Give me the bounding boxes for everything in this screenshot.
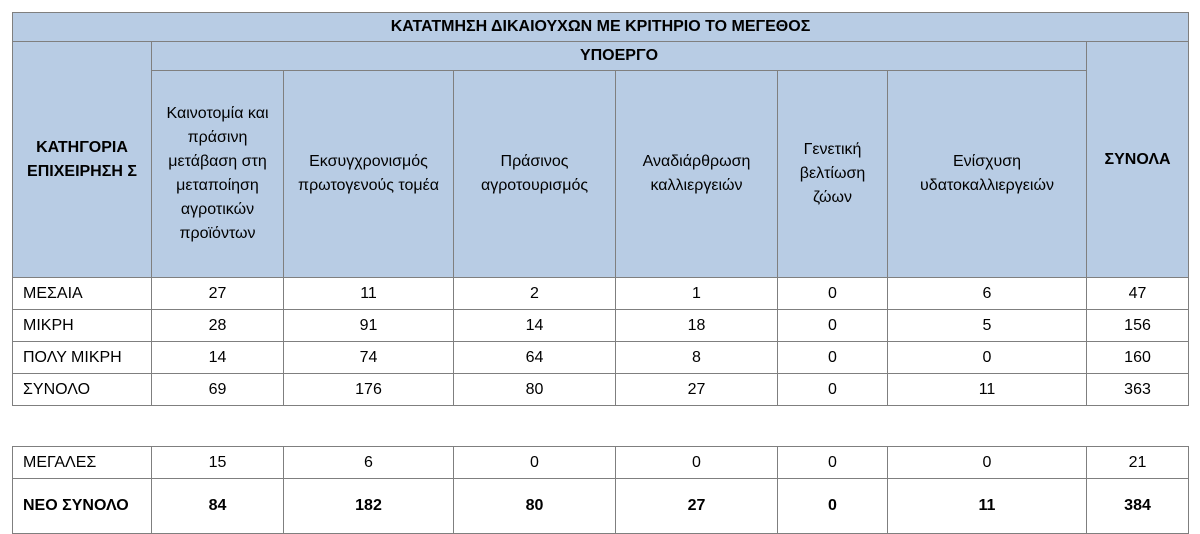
table-cell: 84 xyxy=(152,479,284,534)
row-total: 156 xyxy=(1087,310,1189,342)
table-cell: 0 xyxy=(778,342,888,374)
row-total: 363 xyxy=(1087,374,1189,406)
table-cell: 80 xyxy=(454,479,616,534)
table-cell: 1 xyxy=(616,278,778,310)
table-cell: 18 xyxy=(616,310,778,342)
table-cell: 28 xyxy=(152,310,284,342)
table-cell: 11 xyxy=(888,479,1087,534)
table-cell: 11 xyxy=(284,278,454,310)
size-breakdown-table xyxy=(12,12,1189,534)
row-label: ΠΟΛΥ ΜΙΚΡΗ xyxy=(13,342,152,374)
subproject-header: ΥΠΟΕΡΓΟ xyxy=(152,42,1087,71)
row-label: ΜΕΣΑΙΑ xyxy=(13,278,152,310)
table-cell: 11 xyxy=(888,374,1087,406)
row-total: 21 xyxy=(1087,447,1189,479)
table-cell: 0 xyxy=(888,447,1087,479)
column-header: Καινοτομία και πράσινη μετάβαση στη μεταποίηση αγροτικών προϊόντων xyxy=(152,71,284,278)
column-header: Ενίσχυση υδατοκαλλιεργειών xyxy=(888,71,1087,278)
spacer-row xyxy=(13,406,1189,447)
table-cell: 14 xyxy=(152,342,284,374)
table-row xyxy=(13,374,1189,406)
table-cell: 6 xyxy=(888,278,1087,310)
table-cell: 27 xyxy=(616,479,778,534)
table-cell: 64 xyxy=(454,342,616,374)
column-header: Αναδιάρθρωση καλλιεργειών xyxy=(616,71,778,278)
table-cell: 0 xyxy=(778,374,888,406)
row-total: 47 xyxy=(1087,278,1189,310)
table-row xyxy=(13,342,1189,374)
row-total: 160 xyxy=(1087,342,1189,374)
row-label: ΜΕΓΑΛΕΣ xyxy=(13,447,152,479)
table-cell: 2 xyxy=(454,278,616,310)
table-row-grand-total xyxy=(13,479,1189,534)
row-label: ΝΕΟ ΣΥΝΟΛΟ xyxy=(13,479,152,534)
table-cell: 0 xyxy=(778,278,888,310)
table-row xyxy=(13,310,1189,342)
table-cell: 176 xyxy=(284,374,454,406)
table-cell: 69 xyxy=(152,374,284,406)
row-label: ΜΙΚΡΗ xyxy=(13,310,152,342)
table-cell: 5 xyxy=(888,310,1087,342)
table-row xyxy=(13,278,1189,310)
column-header: Πράσινος αγροτουρισμός xyxy=(454,71,616,278)
table-cell: 27 xyxy=(152,278,284,310)
table-cell: 74 xyxy=(284,342,454,374)
table-cell: 182 xyxy=(284,479,454,534)
table-cell: 0 xyxy=(778,310,888,342)
table-cell: 15 xyxy=(152,447,284,479)
table-title: ΚΑΤΑΤΜΗΣΗ ΔΙΚΑΙΟΥΧΩΝ ΜΕ ΚΡΙΤΗΡΙΟ ΤΟ ΜΕΓΕΘΟΣ xyxy=(13,13,1189,42)
table-cell: 0 xyxy=(778,447,888,479)
table-cell: 14 xyxy=(454,310,616,342)
table-row xyxy=(13,447,1189,479)
table-cell: 0 xyxy=(616,447,778,479)
column-header: Γενετική βελτίωση ζώων xyxy=(778,71,888,278)
table-cell: 8 xyxy=(616,342,778,374)
category-header: ΚΑΤΗΓΟΡΙΑ ΕΠΙΧΕΙΡΗΣΗ Σ xyxy=(13,42,152,278)
table-cell: 6 xyxy=(284,447,454,479)
row-total: 384 xyxy=(1087,479,1189,534)
table-cell: 0 xyxy=(454,447,616,479)
table-cell: 91 xyxy=(284,310,454,342)
column-header: Εκσυγχρονισμός πρωτογενούς τομέα xyxy=(284,71,454,278)
table-cell: 0 xyxy=(888,342,1087,374)
row-label: ΣΥΝΟΛΟ xyxy=(13,374,152,406)
spacer-cell xyxy=(13,406,1189,447)
table-cell: 0 xyxy=(778,479,888,534)
table-cell: 27 xyxy=(616,374,778,406)
table-cell: 80 xyxy=(454,374,616,406)
total-header: ΣΥΝΟΛΑ xyxy=(1087,42,1189,278)
